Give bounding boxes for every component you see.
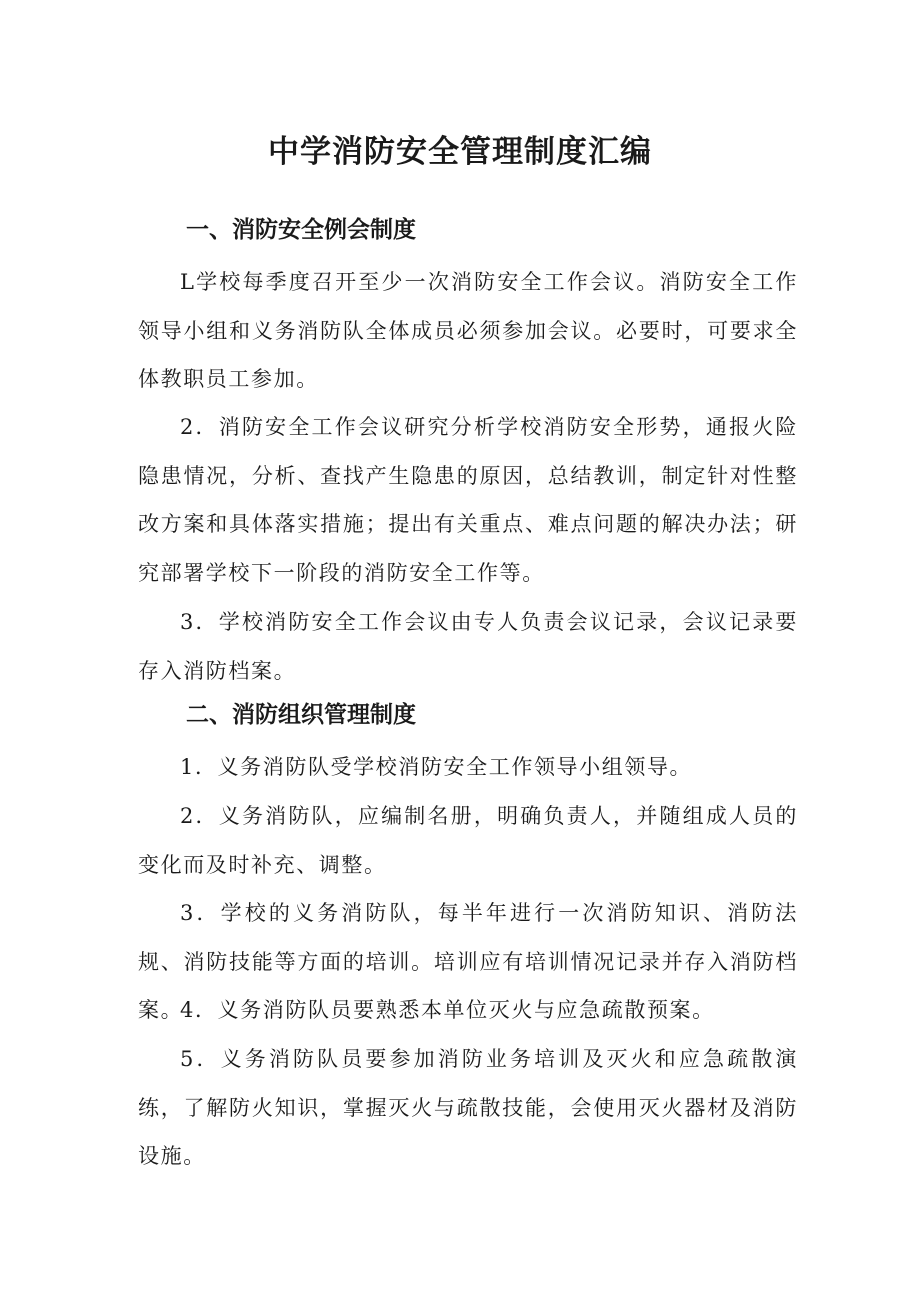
paragraph: 1．义务消防队受学校消防安全工作领导小组领导。	[180, 755, 693, 779]
document-title: 中学消防安全管理制度汇编	[268, 134, 652, 170]
paragraph: L学校每季度召开至少一次消防安全工作会议。消防安全工作领导小组和义务消防队全体成员必须参加会议。必要时，可要求全体教职员工参加。	[138, 270, 798, 391]
section-heading-organization: 二、消防组织管理制度	[186, 702, 416, 728]
paragraph: 5．义务消防队员要参加消防业务培训及灭火和应急疏散演练，了解防火知识，掌握灭火与疏散技能，会使用灭火器材及消防设施。	[138, 1047, 798, 1168]
paragraph: 2．义务消防队，应编制名册，明确负责人，并随组成人员的变化而及时补充、调整。	[138, 804, 798, 877]
section-heading-meeting: 一、消防安全例会制度	[186, 217, 416, 243]
paragraph: 2．消防安全工作会议研究分析学校消防安全形势，通报火险隐患情况，分析、查找产生隐患的原因，总结教训，制定针对性整改方案和具体落实措施；提出有关重点、难点问题的解决办法；研究部署学校下一阶段的消防安全工作等。	[138, 415, 798, 585]
paragraph: 3．学校的义务消防队，每半年进行一次消防知识、消防法规、消防技能等方面的培训。培训应有培训情况记录并存入消防档案。	[138, 901, 798, 1022]
paragraph: 4．义务消防队员要熟悉本单位灭火与应急疏散预案。	[180, 998, 715, 1022]
paragraph: 3．学校消防安全工作会议由专人负责会议记录，会议记录要存入消防档案。	[138, 610, 798, 683]
